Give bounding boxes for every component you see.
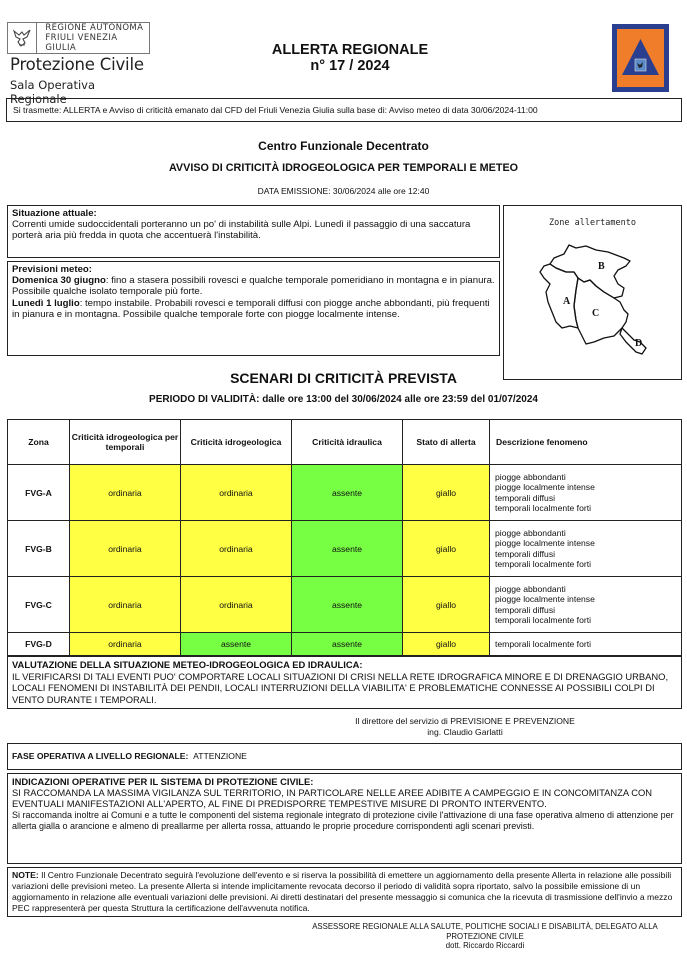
descrizione-item: temporali diffusi [495, 492, 556, 503]
zone-a-outline [540, 264, 578, 328]
descrizione-item: piogge localmente intense [495, 482, 595, 492]
indicazioni-title: INDICAZIONI OPERATIVE PER IL SISTEMA DI PROTEZIONE CIVILE: [12, 776, 314, 787]
table-row [8, 633, 682, 656]
avviso-title: AVVISO DI CRITICITÀ IDROGEOLOGICA PER TEMPORALI E METEO [168, 162, 519, 174]
allerta-cell: giallo [403, 577, 490, 633]
assessore-role: ASSESSORE REGIONALE ALLA SALUTE, POLITICHE SOCIALI E DISABILITÀ, DELEGATO ALLA [312, 922, 658, 931]
assessore-role-cont: PROTEZIONE CIVILE [446, 931, 524, 941]
situazione-title: Situazione attuale: [12, 208, 97, 219]
trasmette-box: Si trasmette: ALLERTA e Avviso di criticità emanato dal CFD del Friuli Venezia Giulia sulla base di: Avviso meteo di data 30/06/2024-11:00 [6, 98, 682, 122]
criticity-table [7, 419, 682, 656]
zone-label-d: D [635, 338, 643, 349]
note-text: Il Centro Funzionale Decentrato seguirà l'evoluzione dell'evento e si riserva la possibilità di emettere un aggiornamento della presente Allerta in relazione alle possibili variazioni delle previsioni meteo. La presente Allerta si intende implicitamente revocata decorso il periodo di validità sopra riportato, salvo la possibile emissione di un aggiornamento in relazione alle eventuali variazioni delle previsioni. Ai diretti destinatari del presente messaggio si comunica che la ricevuta di trasmissione dell'invio a mezzo PEC rappresenterà per questa Struttura la certificazione dell'avvenuta notifica. [12, 870, 673, 913]
col-header-allerta: Stato di allerta [403, 420, 490, 465]
situazione-text: Correnti umide sudoccidentali porteranno un po' di instabilità sulle Alpi. Lunedì il passaggio di una saccatura porterà aria più fredda in quota che accentuerà l'instabilità. [12, 219, 471, 242]
descrizione-item: temporali localmente forti [495, 503, 592, 513]
descrizione-item: piogge localmente intense [495, 594, 595, 604]
previsione-day1 [12, 275, 495, 297]
document-title [200, 42, 500, 74]
fase-operativa-box [7, 743, 682, 770]
valutazione-title: VALUTAZIONE DELLA SITUAZIONE METEO-IDROGEOLOGICA ED IDRAULICA: [12, 659, 363, 670]
org-subtitle: Sala Operativa Regionale [10, 78, 96, 106]
descrizione-item: temporali localmente forti [495, 559, 592, 569]
temporali-cell: ordinaria [70, 577, 181, 633]
descrizione-item: temporali localmente forti [495, 615, 592, 625]
region-line2: FRIULI VENEZIA GIULIA [45, 33, 118, 53]
temporali-cell: ordinaria [70, 521, 181, 577]
assessore-signature [290, 922, 680, 951]
zona-cell: FVG-C [8, 577, 70, 633]
alert-number: n° 17 / 2024 [310, 58, 390, 74]
direttore-signature [300, 716, 630, 737]
direttore-role: Il direttore del servizio di PREVISIONE E PREVENZIONE [355, 716, 575, 726]
direttore-name: ing. Claudio Garlatti [427, 726, 503, 737]
indicazioni-text-lower: Si raccomanda inoltre ai Comuni e a tutte le componenti del sistema regionale integrato di protezione civile l'attivazione di una fase operativa almeno di attenzione per allerta gialla o arancione e almeno di preallarme per allerta rossa, attuando le proprie procedure corrispondenti agli scenari previsti. [12, 809, 674, 831]
idrogeologica-cell: ordinaria [181, 521, 292, 577]
previsione-day2 [12, 298, 495, 320]
descrizione-item: temporali localmente forti [495, 638, 592, 649]
indicazioni-operative-box [7, 773, 682, 864]
col-header-idrogeologica: Criticità idrogeologica [181, 420, 292, 465]
descrizione-cell [490, 577, 682, 633]
table-row [8, 521, 682, 577]
zona-cell: FVG-B [8, 521, 70, 577]
fase-value: ATTENZIONE [193, 751, 247, 761]
descrizione-item: piogge abbondanti [495, 583, 566, 594]
zone-map-box [503, 205, 682, 380]
regione-fvg-logo [7, 22, 152, 106]
col-header-descrizione: Descrizione fenomeno [490, 420, 682, 465]
previsioni-meteo-box [7, 261, 500, 356]
idraulica-cell: assente [292, 521, 403, 577]
valutazione-text: IL VERIFICARSI DI TALI EVENTI PUO' COMPORTARE LOCALI SITUAZIONI DI CRISI NELLA RETE IDROGRAFICA MINORE E DI DRENAGGIO URBANO, LOCALI FENOMENI DI INSTABILITÀ DEI PENDII, LOCALI INTERRUZIONI DELLA VIABILITA' E PROBLEMATICHE CONNESSE AI POSSIBILI COLPI DI VENTO DURANTE I TEMPORALI. [12, 670, 669, 705]
table-row [8, 465, 682, 521]
temporali-cell: ordinaria [70, 465, 181, 521]
fase-label: FASE OPERATIVA A LIVELLO REGIONALE: [12, 751, 189, 761]
assessore-name: dott. Riccardo Riccardi [445, 941, 525, 951]
idraulica-cell: assente [292, 633, 403, 656]
descrizione-cell [490, 521, 682, 577]
table-header-row [8, 420, 682, 465]
idrogeologica-cell: ordinaria [181, 465, 292, 521]
zona-cell: FVG-A [8, 465, 70, 521]
org-name: Protezione Civile [10, 55, 144, 74]
day2-label: Lunedì 1 luglio [12, 297, 80, 309]
descrizione-item: piogge localmente intense [495, 538, 595, 548]
zone-label-b: B [598, 261, 605, 272]
col-header-idraulica: Criticità idraulica [292, 420, 403, 465]
descrizione-cell [490, 465, 682, 521]
idrogeologica-cell: ordinaria [181, 577, 292, 633]
protezione-civile-emblem [612, 24, 669, 92]
descrizione-item: piogge abbondanti [495, 471, 566, 482]
region-line1: REGIONE AUTONOMA [45, 23, 144, 33]
title-line1: ALLERTA REGIONALE [271, 42, 429, 58]
indicazioni-text-upper: SI RACCOMANDA LA MASSIMA VIGILANZA SUL TERRITORIO, IN PARTICOLARE NELLE AREE ADIBITE A CAMPEGGIO E IN CONCOMITANZA CON EVENTUALI MANIFESTAZIONI ALL'APERTO, AL FINE DI PREDISPORRE TEMPESTIVE MISURE DI PRONTO INTERVENTO. [12, 787, 653, 810]
zone-label-a: A [563, 296, 571, 307]
allerta-cell: giallo [403, 633, 490, 656]
descrizione-item: temporali diffusi [495, 604, 556, 615]
allerta-cell: giallo [403, 465, 490, 521]
zone-map [504, 206, 680, 378]
idrogeologica-cell: assente [181, 633, 292, 656]
cfd-title: Centro Funzionale Decentrato [258, 139, 429, 153]
descrizione-item: piogge abbondanti [495, 527, 566, 538]
triangle-emblem-icon [617, 29, 664, 87]
col-header-temporali: Criticità idrogeologica per temporali [70, 420, 181, 465]
day1-text: : fino a stasera possibili rovesci e qualche temporale pomeridiano in montagna e in pianura. Possibile qualche isolato temporale più forte. [12, 275, 495, 298]
note-box [7, 867, 682, 917]
eagle-icon [8, 23, 37, 53]
zona-cell: FVG-D [8, 633, 70, 656]
scenari-title: SCENARI DI CRITICITÀ PREVISTA [230, 370, 457, 386]
descrizione-item: temporali diffusi [495, 548, 556, 559]
regione-badge [7, 22, 150, 54]
idraulica-cell: assente [292, 577, 403, 633]
temporali-cell: ordinaria [70, 633, 181, 656]
zone-b-outline [550, 245, 630, 298]
zone-label-c: C [592, 308, 600, 319]
note-label: NOTE: [12, 870, 39, 880]
situazione-attuale-box [7, 205, 500, 258]
allerta-cell: giallo [403, 521, 490, 577]
idraulica-cell: assente [292, 465, 403, 521]
col-header-zona: Zona [8, 420, 70, 465]
descrizione-cell [490, 633, 682, 656]
map-title: Zone allertamento [549, 218, 636, 228]
valutazione-box [7, 656, 682, 709]
day2-text: : tempo instabile. Probabili rovesci e temporali diffusi con piogge anche abbondanti, più frequenti in pianura e in montagna. Possibile qualche temporale forte con piogge localmente intense. [12, 297, 490, 320]
previsioni-title: Previsioni meteo: [12, 264, 92, 275]
day1-label: Domenica 30 giugno [12, 275, 106, 287]
data-emissione: DATA EMISSIONE: 30/06/2024 alle ore 12:40 [257, 186, 430, 196]
table-row [8, 577, 682, 633]
periodo-validita: PERIODO DI VALIDITÀ: dalle ore 13:00 del 30/06/2024 alle ore 23:59 del 01/07/2024 [149, 394, 538, 405]
